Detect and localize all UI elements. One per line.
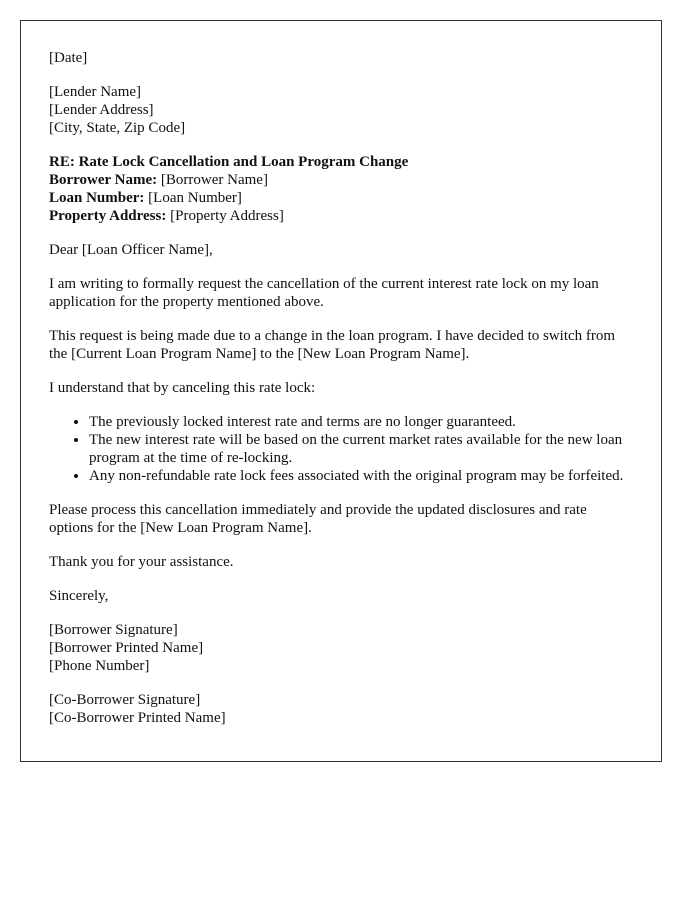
body-paragraph: I am writing to formally request the cancellation of the current interest rate lock on my loan application for the property mentioned above. (49, 276, 599, 310)
borrower-signature-block (49, 621, 633, 675)
body-paragraph: I understand that by canceling this rate lock: (49, 380, 316, 396)
salutation: Dear [Loan Officer Name], (49, 242, 213, 258)
re-line: RE: Rate Lock Cancellation and Loan Program Change (49, 154, 409, 170)
body-paragraph: Please process this cancellation immediately and provide the updated disclosures and rate options for the [New Loan Program Name]. (49, 502, 587, 536)
body-paragraph: Thank you for your assistance. (49, 554, 234, 570)
subject-block (49, 153, 633, 225)
property-address-label: Property Address: (49, 208, 167, 224)
lender-address: [Lender Address] (49, 102, 154, 118)
co-borrower-signature-block (49, 691, 633, 727)
loan-number-label: Loan Number: (49, 190, 145, 206)
sign-off: Sincerely, (49, 588, 109, 604)
loan-number-line (49, 189, 633, 207)
list-item: • Any non-refundable rate lock fees associated with the original program may be forfeited. (89, 467, 633, 485)
lender-name: [Lender Name] (49, 84, 142, 100)
body-paragraph: This request is being made due to a change in the loan program. I have decided to switch from the [Current Loan Program Name] to the [New Loan Program Name]. (49, 328, 616, 362)
borrower-name-value: [Borrower Name] (157, 172, 268, 188)
list-item: • The previously locked interest rate and terms are no longer guaranteed. (89, 413, 633, 431)
borrower-name-label: Borrower Name: (49, 172, 158, 188)
property-address-line (49, 207, 633, 225)
lender-city-state-zip: [City, State, Zip Code] (49, 120, 186, 136)
recipient-block (49, 83, 633, 137)
borrower-signature: [Borrower Signature] (49, 622, 178, 638)
borrower-printed-name: [Borrower Printed Name] (49, 640, 204, 656)
co-borrower-printed-name: [Co-Borrower Printed Name] (49, 710, 226, 726)
loan-number-value: [Loan Number] (144, 190, 242, 206)
property-address-value: [Property Address] (166, 208, 284, 224)
letter-document (20, 20, 662, 762)
co-borrower-signature: [Co-Borrower Signature] (49, 692, 201, 708)
letter-date: [Date] (49, 50, 88, 66)
consequences-list (49, 413, 633, 485)
borrower-phone: [Phone Number] (49, 658, 150, 674)
list-item: • The new interest rate will be based on the current market rates available for the new loan program at the time of re-locking. (89, 431, 633, 467)
borrower-name-line (49, 171, 633, 189)
